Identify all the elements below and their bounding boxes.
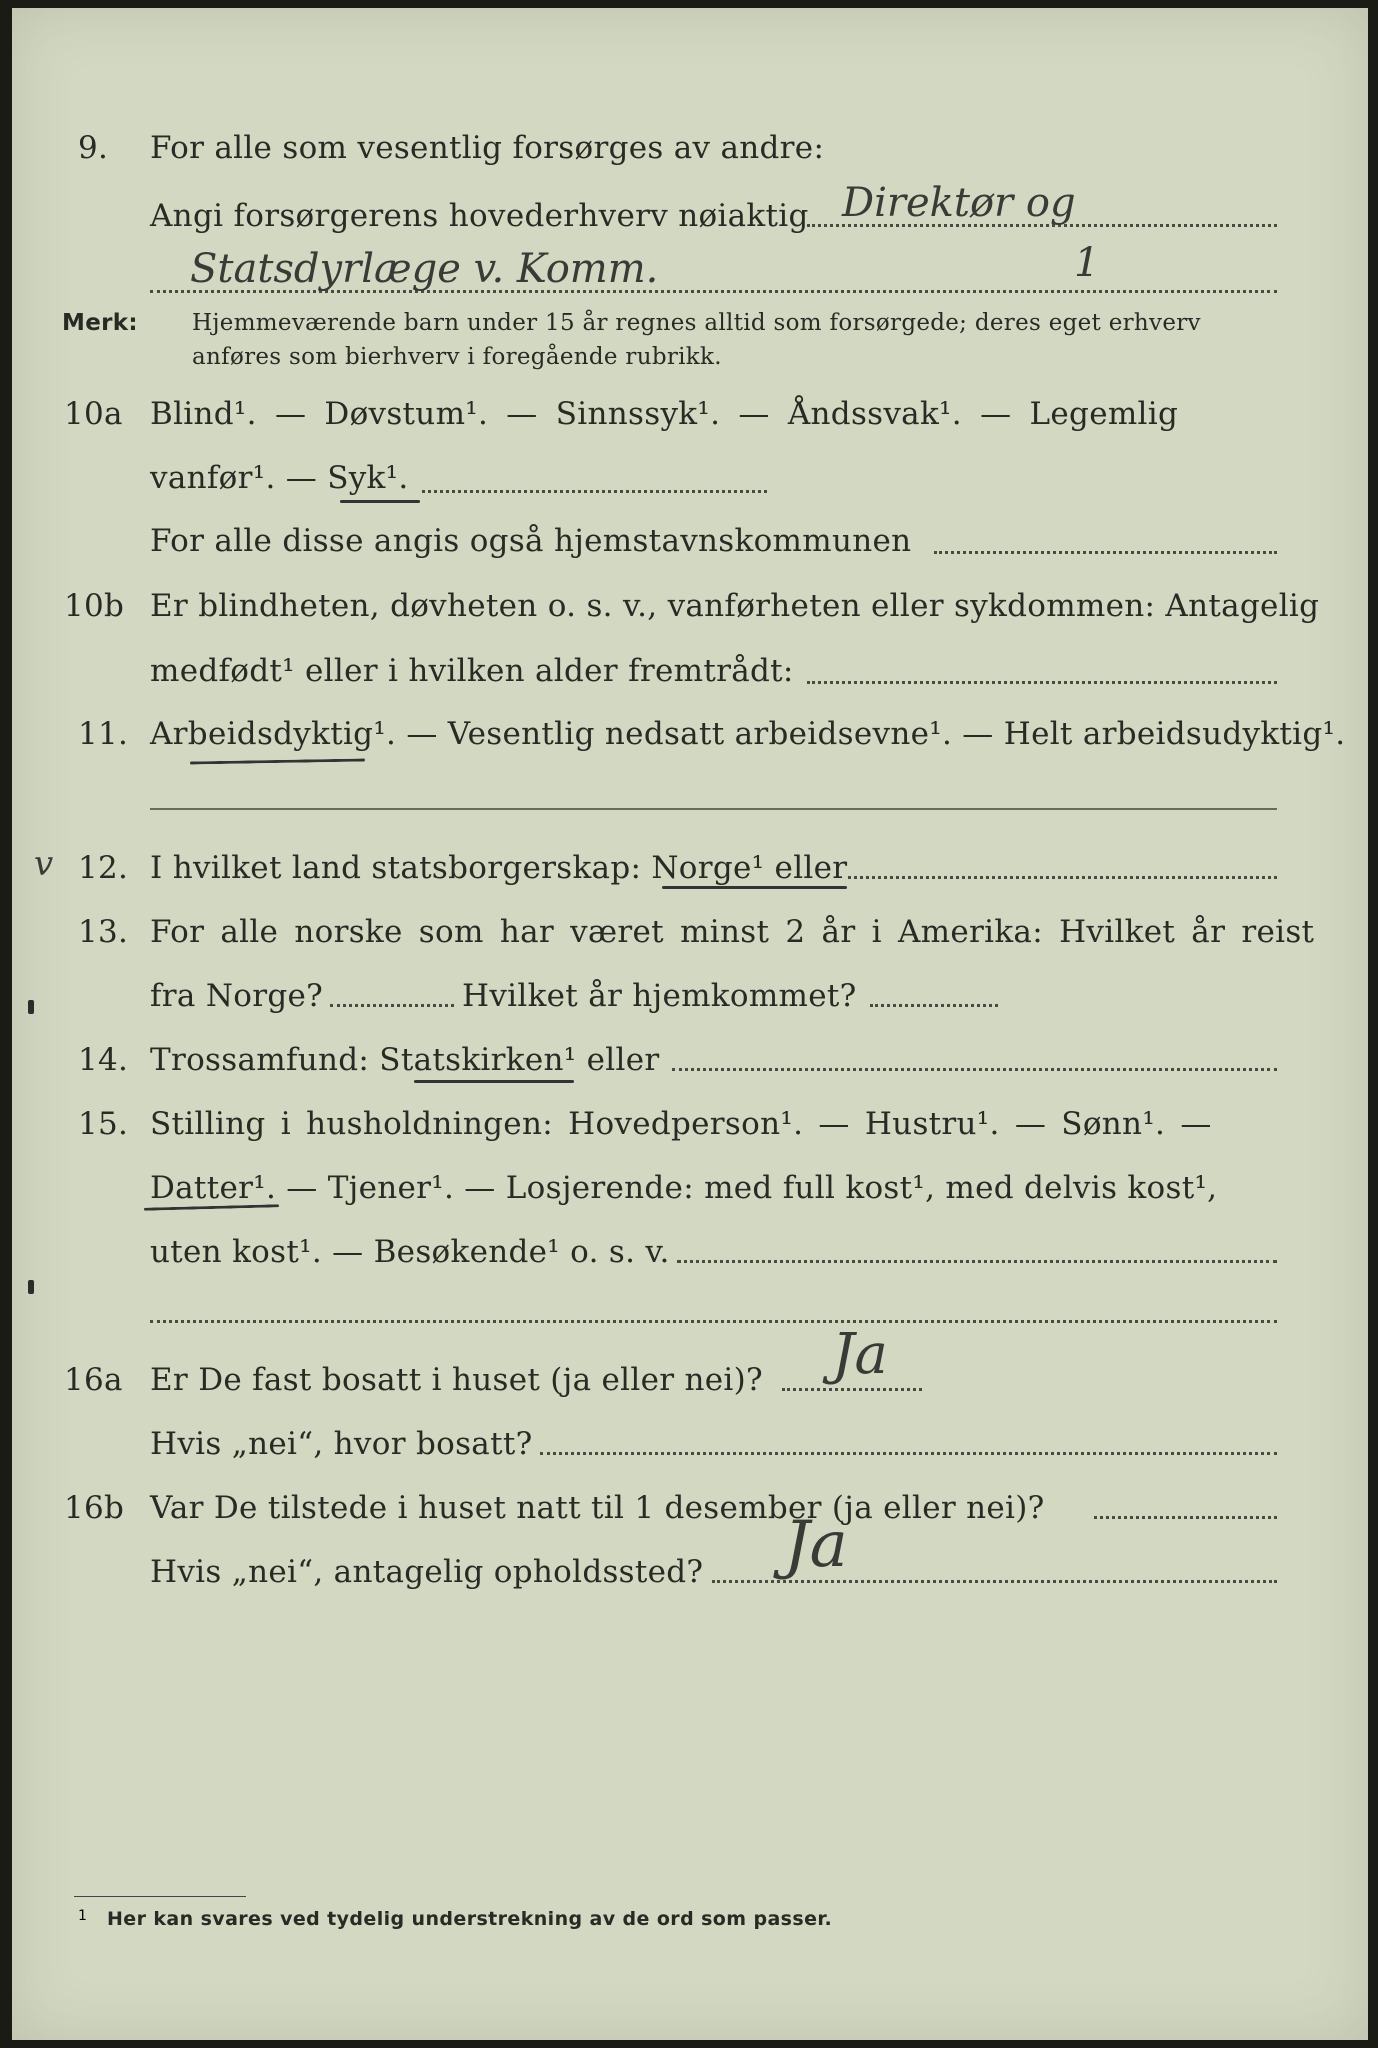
footnote-mark: 1 — [78, 1908, 87, 1924]
q10a-number: 10a — [64, 396, 123, 432]
q14-text1: Trossamfund: Statskirken¹ eller — [150, 1042, 660, 1078]
q10a-answer-line — [422, 490, 767, 493]
q13-departure-line — [330, 1004, 454, 1007]
footnote-text: Her kan svares ved tydelig understrekning av de ord som passer. — [107, 1908, 833, 1930]
q12-text1: I hvilket land statsborgerskap: Norge¹ eller — [150, 850, 848, 886]
merk-label: Merk: — [62, 310, 138, 336]
q16b-answer-line — [1094, 1516, 1277, 1519]
q13-number: 13. — [78, 914, 129, 950]
q10a-text1: Blind¹. — Døvstum¹. — Sinnssyk¹. — Åndssvak¹. — Legemlig — [150, 396, 1179, 432]
q16b-handwritten-answer: Ja — [784, 1508, 848, 1582]
q15-text1: Stilling i husholdningen: Hovedperson¹. — Hustru¹. — Sønn¹. — — [150, 1106, 1212, 1142]
q10b-text2: medfødt¹ eller i hvilken alder fremtrådt: — [150, 653, 794, 689]
q12-margin-mark: v — [34, 844, 54, 884]
q15-extra-line — [150, 1320, 1277, 1323]
q11-text1: Arbeidsdyktig¹. — Vesentlig nedsatt arbeidsevne¹. — Helt arbeidsudyktig¹. — [150, 716, 1346, 752]
q11-number: 11. — [78, 716, 129, 752]
q10a-hometown-line — [934, 551, 1277, 554]
q16b-text2: Hvis „nei“, antagelig opholdssted? — [150, 1554, 704, 1590]
q10b-answer-line — [807, 681, 1277, 684]
q10a-text2: vanfør¹. — Syk¹. — [150, 460, 409, 496]
q15-text2: Datter¹. — Tjener¹. — Losjerende: med full kost¹, med delvis kost¹, — [150, 1170, 1218, 1206]
merk-text2: anføres som bierhverv i foregående rubrikk. — [192, 344, 722, 370]
q11-arbeidsdyktig-underline — [190, 758, 365, 764]
q15-text3: uten kost¹. — Besøkende¹ o. s. v. — [150, 1234, 670, 1270]
q9-number: 9. — [78, 130, 109, 166]
q15-answer-line — [677, 1260, 1277, 1263]
q16b-number: 16b — [64, 1490, 125, 1526]
q11-answer-line — [150, 808, 1277, 810]
q13-text2a: fra Norge? — [150, 978, 324, 1014]
q9-handwritten-answer2: Statsdyrlæge v. Komm. — [190, 246, 659, 292]
q16a-text1: Er De fast bosatt i huset (ja eller nei)? — [150, 1362, 763, 1398]
q16a-residence-line — [540, 1452, 1277, 1455]
q10b-number: 10b — [64, 588, 125, 624]
q16a-answer-line — [782, 1388, 922, 1391]
q14-statskirken-underline — [414, 1080, 574, 1083]
q16a-text2: Hvis „nei“, hvor bosatt? — [150, 1426, 533, 1462]
q10b-text1: Er blindheten, døvheten o. s. v., vanførheten eller sykdommen: Antagelig — [150, 588, 1320, 624]
q14-number: 14. — [78, 1042, 129, 1078]
q15-number: 15. — [78, 1106, 129, 1142]
q9-handwritten-answer3: 1 — [1074, 240, 1100, 286]
merk-text1: Hjemmeværende barn under 15 år regnes alltid som forsørgede; deres eget erhverv — [192, 310, 1201, 336]
q12-number: 12. — [78, 850, 129, 886]
q12-answer-line — [848, 876, 1277, 879]
q13-text1: For alle norske som har været minst 2 år i Amerika: Hvilket år reist — [150, 914, 1315, 950]
q10a-syk-underline — [340, 500, 420, 503]
census-form-page — [12, 8, 1368, 2040]
q14-answer-line — [672, 1068, 1277, 1071]
q16b-text1: Var De tilstede i huset natt til 1 desember (ja eller nei)? — [150, 1490, 1045, 1526]
q16a-number: 16a — [64, 1362, 123, 1398]
q9-text2: Angi forsørgerens hovederhverv nøiaktig — [150, 198, 809, 234]
q16a-handwritten-answer: Ja — [832, 1322, 888, 1387]
q10a-text3: For alle disse angis også hjemstavnskommunen — [150, 523, 912, 559]
q9-text1: For alle som vesentlig forsørges av andre: — [150, 130, 825, 166]
footnote-rule — [74, 1896, 246, 1897]
q9-handwritten-answer1: Direktør og — [842, 180, 1076, 226]
q13-return-line — [870, 1004, 998, 1007]
edge-mark-upper — [28, 1000, 34, 1014]
q13-text2b: Hvilket år hjemkommet? — [462, 978, 857, 1014]
edge-mark-lower — [28, 1280, 34, 1294]
q12-norge-underline — [662, 886, 847, 889]
